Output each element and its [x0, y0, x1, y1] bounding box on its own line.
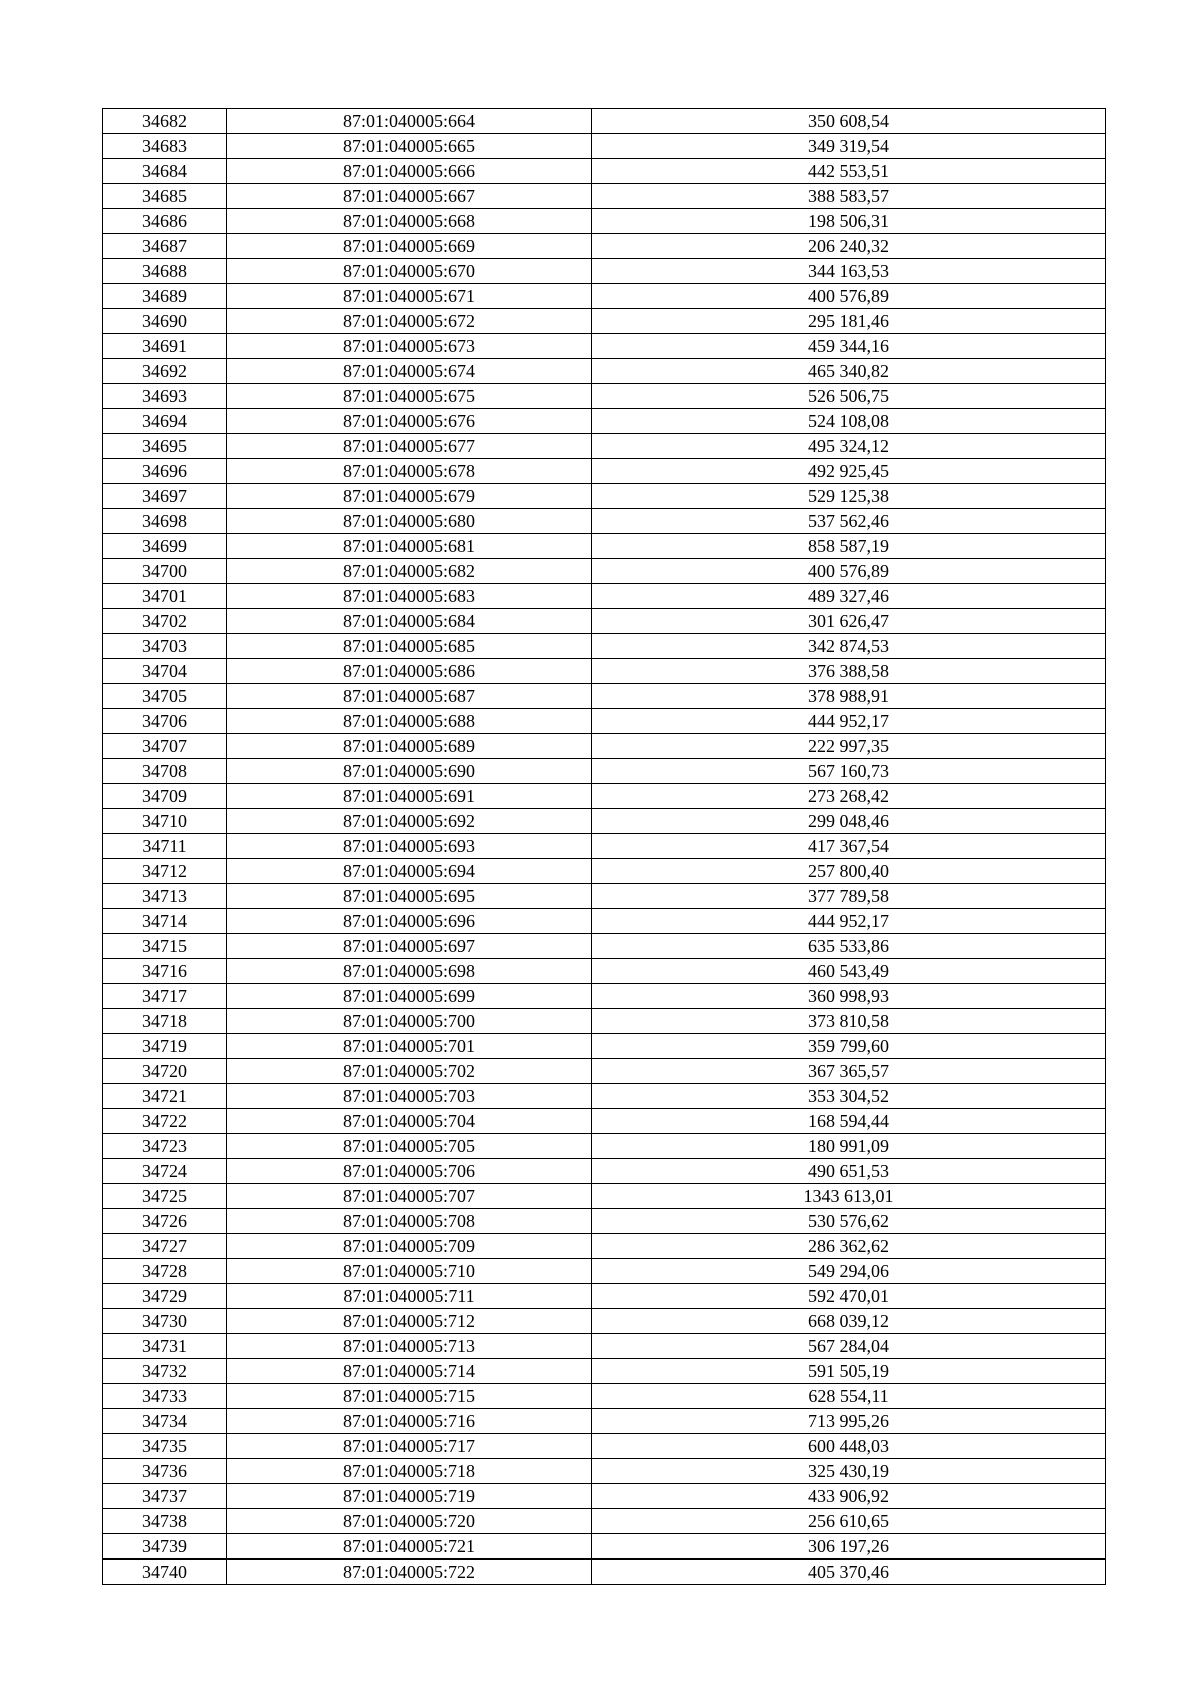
cadastral-value-cell: 495 324,12 — [592, 434, 1106, 459]
cadastral-value-cell: 373 810,58 — [592, 1009, 1106, 1034]
row-number-cell: 34711 — [103, 834, 227, 859]
table-row — [103, 1209, 1106, 1234]
cadastral-number-cell: 87:01:040005:698 — [227, 959, 592, 984]
row-number-cell: 34712 — [103, 859, 227, 884]
cadastral-number-cell: 87:01:040005:691 — [227, 784, 592, 809]
cadastral-number-cell: 87:01:040005:695 — [227, 884, 592, 909]
cadastral-number-cell: 87:01:040005:716 — [227, 1409, 592, 1434]
cadastral-number-cell: 87:01:040005:694 — [227, 859, 592, 884]
cadastral-number-cell: 87:01:040005:688 — [227, 709, 592, 734]
cadastral-value-cell: 257 800,40 — [592, 859, 1106, 884]
row-number-cell: 34714 — [103, 909, 227, 934]
cadastral-number-cell: 87:01:040005:718 — [227, 1459, 592, 1484]
table-row — [103, 1384, 1106, 1409]
cadastral-number-cell: 87:01:040005:665 — [227, 134, 592, 159]
table-row — [103, 1059, 1106, 1084]
cadastral-number-cell: 87:01:040005:702 — [227, 1059, 592, 1084]
row-number-cell: 34689 — [103, 284, 227, 309]
cadastral-number-cell: 87:01:040005:671 — [227, 284, 592, 309]
cadastral-value-cell: 350 608,54 — [592, 109, 1106, 134]
row-number-cell: 34718 — [103, 1009, 227, 1034]
table-row — [103, 209, 1106, 234]
row-number-cell: 34738 — [103, 1509, 227, 1534]
cadastral-value-cell: 490 651,53 — [592, 1159, 1106, 1184]
row-number-cell: 34724 — [103, 1159, 227, 1184]
cadastral-value-cell: 400 576,89 — [592, 284, 1106, 309]
row-number-cell: 34723 — [103, 1134, 227, 1159]
table-row — [103, 259, 1106, 284]
table-row — [103, 409, 1106, 434]
cadastral-number-cell: 87:01:040005:709 — [227, 1234, 592, 1259]
row-number-cell: 34682 — [103, 109, 227, 134]
row-number-cell: 34731 — [103, 1334, 227, 1359]
row-number-cell: 34700 — [103, 559, 227, 584]
table-row — [103, 1234, 1106, 1259]
cadastral-number-cell: 87:01:040005:692 — [227, 809, 592, 834]
row-number-cell: 34736 — [103, 1459, 227, 1484]
cadastral-value-cell: 344 163,53 — [592, 259, 1106, 284]
table-row — [103, 709, 1106, 734]
row-number-cell: 34696 — [103, 459, 227, 484]
table-row — [103, 459, 1106, 484]
cadastral-value-cell: 295 181,46 — [592, 309, 1106, 334]
row-number-cell: 34727 — [103, 1234, 227, 1259]
row-number-cell: 34683 — [103, 134, 227, 159]
cadastral-number-cell: 87:01:040005:680 — [227, 509, 592, 534]
cadastral-number-cell: 87:01:040005:677 — [227, 434, 592, 459]
table-row — [103, 1084, 1106, 1109]
table-row — [103, 184, 1106, 209]
table-row — [103, 384, 1106, 409]
table-row — [103, 684, 1106, 709]
cadastral-number-cell: 87:01:040005:676 — [227, 409, 592, 434]
cadastral-value-cell: 377 789,58 — [592, 884, 1106, 909]
row-number-cell: 34713 — [103, 884, 227, 909]
cadastral-number-cell: 87:01:040005:683 — [227, 584, 592, 609]
cadastral-number-cell: 87:01:040005:701 — [227, 1034, 592, 1059]
cadastral-number-cell: 87:01:040005:681 — [227, 534, 592, 559]
row-number-cell: 34706 — [103, 709, 227, 734]
cadastral-value-cell: 460 543,49 — [592, 959, 1106, 984]
cadastral-value-cell: 713 995,26 — [592, 1409, 1106, 1434]
cadastral-value-cell: 465 340,82 — [592, 359, 1106, 384]
cadastral-value-cell: 400 576,89 — [592, 559, 1106, 584]
table-row — [103, 534, 1106, 559]
cadastral-number-cell: 87:01:040005:675 — [227, 384, 592, 409]
cadastral-number-cell: 87:01:040005:667 — [227, 184, 592, 209]
cadastral-value-cell: 349 319,54 — [592, 134, 1106, 159]
row-number-cell: 34732 — [103, 1359, 227, 1384]
cadastral-number-cell: 87:01:040005:689 — [227, 734, 592, 759]
row-number-cell: 34691 — [103, 334, 227, 359]
cadastral-value-cell: 325 430,19 — [592, 1459, 1106, 1484]
table-row — [103, 1334, 1106, 1359]
row-number-cell: 34740 — [103, 1559, 227, 1585]
cadastral-number-cell: 87:01:040005:711 — [227, 1284, 592, 1309]
row-number-cell: 34734 — [103, 1409, 227, 1434]
row-number-cell: 34690 — [103, 309, 227, 334]
cadastral-value-cell: 668 039,12 — [592, 1309, 1106, 1334]
row-number-cell: 34694 — [103, 409, 227, 434]
cadastral-number-cell: 87:01:040005:703 — [227, 1084, 592, 1109]
cadastral-number-cell: 87:01:040005:714 — [227, 1359, 592, 1384]
cadastral-value-cell: 530 576,62 — [592, 1209, 1106, 1234]
row-number-cell: 34721 — [103, 1084, 227, 1109]
cadastral-value-table — [102, 108, 1106, 1585]
cadastral-value-cell: 529 125,38 — [592, 484, 1106, 509]
table-row — [103, 934, 1106, 959]
cadastral-number-cell: 87:01:040005:685 — [227, 634, 592, 659]
row-number-cell: 34737 — [103, 1484, 227, 1509]
cadastral-number-cell: 87:01:040005:719 — [227, 1484, 592, 1509]
cadastral-value-cell: 628 554,11 — [592, 1384, 1106, 1409]
cadastral-number-cell: 87:01:040005:686 — [227, 659, 592, 684]
table-row — [103, 134, 1106, 159]
table-row — [103, 1484, 1106, 1509]
table-row — [103, 1184, 1106, 1209]
cadastral-number-cell: 87:01:040005:673 — [227, 334, 592, 359]
cadastral-number-cell: 87:01:040005:672 — [227, 309, 592, 334]
table-row — [103, 1309, 1106, 1334]
row-number-cell: 34719 — [103, 1034, 227, 1059]
cadastral-value-cell: 417 367,54 — [592, 834, 1106, 859]
table-row — [103, 1559, 1106, 1585]
cadastral-number-cell: 87:01:040005:707 — [227, 1184, 592, 1209]
cadastral-number-cell: 87:01:040005:674 — [227, 359, 592, 384]
cadastral-value-cell: 549 294,06 — [592, 1259, 1106, 1284]
cadastral-number-cell: 87:01:040005:710 — [227, 1259, 592, 1284]
cadastral-value-cell: 222 997,35 — [592, 734, 1106, 759]
row-number-cell: 34698 — [103, 509, 227, 534]
cadastral-number-cell: 87:01:040005:664 — [227, 109, 592, 134]
cadastral-value-cell: 376 388,58 — [592, 659, 1106, 684]
cadastral-number-cell: 87:01:040005:668 — [227, 209, 592, 234]
row-number-cell: 34717 — [103, 984, 227, 1009]
row-number-cell: 34726 — [103, 1209, 227, 1234]
table-row — [103, 634, 1106, 659]
cadastral-number-cell: 87:01:040005:705 — [227, 1134, 592, 1159]
row-number-cell: 34693 — [103, 384, 227, 409]
table-row — [103, 884, 1106, 909]
cadastral-number-cell: 87:01:040005:712 — [227, 1309, 592, 1334]
table-row — [103, 734, 1106, 759]
cadastral-number-cell: 87:01:040005:706 — [227, 1159, 592, 1184]
table-row — [103, 959, 1106, 984]
table-row — [103, 434, 1106, 459]
cadastral-value-cell: 256 610,65 — [592, 1509, 1106, 1534]
table-row — [103, 1109, 1106, 1134]
cadastral-value-cell: 180 991,09 — [592, 1134, 1106, 1159]
cadastral-value-cell: 459 344,16 — [592, 334, 1106, 359]
row-number-cell: 34699 — [103, 534, 227, 559]
row-number-cell: 34697 — [103, 484, 227, 509]
cadastral-value-cell: 378 988,91 — [592, 684, 1106, 709]
cadastral-number-cell: 87:01:040005:696 — [227, 909, 592, 934]
table-row — [103, 1009, 1106, 1034]
row-number-cell: 34692 — [103, 359, 227, 384]
cadastral-value-cell: 526 506,75 — [592, 384, 1106, 409]
cadastral-value-cell: 442 553,51 — [592, 159, 1106, 184]
row-number-cell: 34707 — [103, 734, 227, 759]
table-row — [103, 1534, 1106, 1560]
table-row — [103, 509, 1106, 534]
row-number-cell: 34705 — [103, 684, 227, 709]
cadastral-value-cell: 591 505,19 — [592, 1359, 1106, 1384]
cadastral-number-cell: 87:01:040005:713 — [227, 1334, 592, 1359]
table-row — [103, 109, 1106, 134]
table-row — [103, 759, 1106, 784]
cadastral-number-cell: 87:01:040005:715 — [227, 1384, 592, 1409]
cadastral-value-cell: 367 365,57 — [592, 1059, 1106, 1084]
row-number-cell: 34730 — [103, 1309, 227, 1334]
table-row — [103, 1409, 1106, 1434]
table-row — [103, 1434, 1106, 1459]
cadastral-number-cell: 87:01:040005:717 — [227, 1434, 592, 1459]
row-number-cell: 34686 — [103, 209, 227, 234]
table-row — [103, 1459, 1106, 1484]
cadastral-value-cell: 567 284,04 — [592, 1334, 1106, 1359]
cadastral-number-cell: 87:01:040005:722 — [227, 1559, 592, 1585]
table-row — [103, 334, 1106, 359]
row-number-cell: 34735 — [103, 1434, 227, 1459]
row-number-cell: 34729 — [103, 1284, 227, 1309]
row-number-cell: 34739 — [103, 1534, 227, 1560]
cadastral-value-cell: 567 160,73 — [592, 759, 1106, 784]
cadastral-number-cell: 87:01:040005:697 — [227, 934, 592, 959]
table-body — [103, 109, 1106, 1585]
row-number-cell: 34688 — [103, 259, 227, 284]
cadastral-value-cell: 286 362,62 — [592, 1234, 1106, 1259]
row-number-cell: 34702 — [103, 609, 227, 634]
cadastral-value-cell: 489 327,46 — [592, 584, 1106, 609]
table-row — [103, 484, 1106, 509]
row-number-cell: 34716 — [103, 959, 227, 984]
cadastral-number-cell: 87:01:040005:679 — [227, 484, 592, 509]
cadastral-value-cell: 405 370,46 — [592, 1559, 1106, 1585]
cadastral-number-cell: 87:01:040005:720 — [227, 1509, 592, 1534]
cadastral-value-cell: 433 906,92 — [592, 1484, 1106, 1509]
cadastral-value-cell: 359 799,60 — [592, 1034, 1106, 1059]
table-row — [103, 1259, 1106, 1284]
row-number-cell: 34715 — [103, 934, 227, 959]
cadastral-value-cell: 168 594,44 — [592, 1109, 1106, 1134]
table-row — [103, 984, 1106, 1009]
cadastral-value-cell: 301 626,47 — [592, 609, 1106, 634]
table-row — [103, 1134, 1106, 1159]
table-row — [103, 309, 1106, 334]
table-row — [103, 234, 1106, 259]
row-number-cell: 34701 — [103, 584, 227, 609]
table-row — [103, 1509, 1106, 1534]
cadastral-number-cell: 87:01:040005:684 — [227, 609, 592, 634]
cadastral-value-cell: 388 583,57 — [592, 184, 1106, 209]
cadastral-number-cell: 87:01:040005:690 — [227, 759, 592, 784]
cadastral-number-cell: 87:01:040005:666 — [227, 159, 592, 184]
table-row — [103, 159, 1106, 184]
row-number-cell: 34704 — [103, 659, 227, 684]
cadastral-number-cell: 87:01:040005:721 — [227, 1534, 592, 1560]
cadastral-number-cell: 87:01:040005:708 — [227, 1209, 592, 1234]
row-number-cell: 34720 — [103, 1059, 227, 1084]
table-row — [103, 859, 1106, 884]
table-row — [103, 284, 1106, 309]
cadastral-number-cell: 87:01:040005:670 — [227, 259, 592, 284]
cadastral-value-cell: 635 533,86 — [592, 934, 1106, 959]
row-number-cell: 34728 — [103, 1259, 227, 1284]
row-number-cell: 34703 — [103, 634, 227, 659]
cadastral-value-cell: 524 108,08 — [592, 409, 1106, 434]
cadastral-value-cell: 592 470,01 — [592, 1284, 1106, 1309]
table-row — [103, 784, 1106, 809]
cadastral-value-cell: 360 998,93 — [592, 984, 1106, 1009]
table-row — [103, 1159, 1106, 1184]
table-row — [103, 359, 1106, 384]
cadastral-number-cell: 87:01:040005:693 — [227, 834, 592, 859]
table-row — [103, 609, 1106, 634]
cadastral-value-cell: 342 874,53 — [592, 634, 1106, 659]
table-row — [103, 1034, 1106, 1059]
row-number-cell: 34708 — [103, 759, 227, 784]
cadastral-value-cell: 299 048,46 — [592, 809, 1106, 834]
row-number-cell: 34733 — [103, 1384, 227, 1409]
table-row — [103, 834, 1106, 859]
cadastral-value-cell: 1343 613,01 — [592, 1184, 1106, 1209]
row-number-cell: 34695 — [103, 434, 227, 459]
row-number-cell: 34710 — [103, 809, 227, 834]
row-number-cell: 34709 — [103, 784, 227, 809]
cadastral-number-cell: 87:01:040005:704 — [227, 1109, 592, 1134]
cadastral-value-cell: 306 197,26 — [592, 1534, 1106, 1560]
cadastral-value-cell: 492 925,45 — [592, 459, 1106, 484]
row-number-cell: 34687 — [103, 234, 227, 259]
table-row — [103, 809, 1106, 834]
cadastral-value-cell: 273 268,42 — [592, 784, 1106, 809]
cadastral-value-cell: 198 506,31 — [592, 209, 1106, 234]
row-number-cell: 34722 — [103, 1109, 227, 1134]
table-row — [103, 1284, 1106, 1309]
cadastral-value-cell: 537 562,46 — [592, 509, 1106, 534]
cadastral-value-cell: 444 952,17 — [592, 909, 1106, 934]
cadastral-value-cell: 353 304,52 — [592, 1084, 1106, 1109]
cadastral-number-cell: 87:01:040005:682 — [227, 559, 592, 584]
cadastral-number-cell: 87:01:040005:669 — [227, 234, 592, 259]
row-number-cell: 34725 — [103, 1184, 227, 1209]
cadastral-number-cell: 87:01:040005:699 — [227, 984, 592, 1009]
cadastral-value-cell: 600 448,03 — [592, 1434, 1106, 1459]
row-number-cell: 34684 — [103, 159, 227, 184]
cadastral-value-cell: 858 587,19 — [592, 534, 1106, 559]
cadastral-value-cell: 206 240,32 — [592, 234, 1106, 259]
table-row — [103, 584, 1106, 609]
table-row — [103, 559, 1106, 584]
cadastral-number-cell: 87:01:040005:678 — [227, 459, 592, 484]
table-row — [103, 909, 1106, 934]
cadastral-number-cell: 87:01:040005:700 — [227, 1009, 592, 1034]
table-row — [103, 659, 1106, 684]
table-row — [103, 1359, 1106, 1384]
cadastral-value-cell: 444 952,17 — [592, 709, 1106, 734]
row-number-cell: 34685 — [103, 184, 227, 209]
cadastral-number-cell: 87:01:040005:687 — [227, 684, 592, 709]
